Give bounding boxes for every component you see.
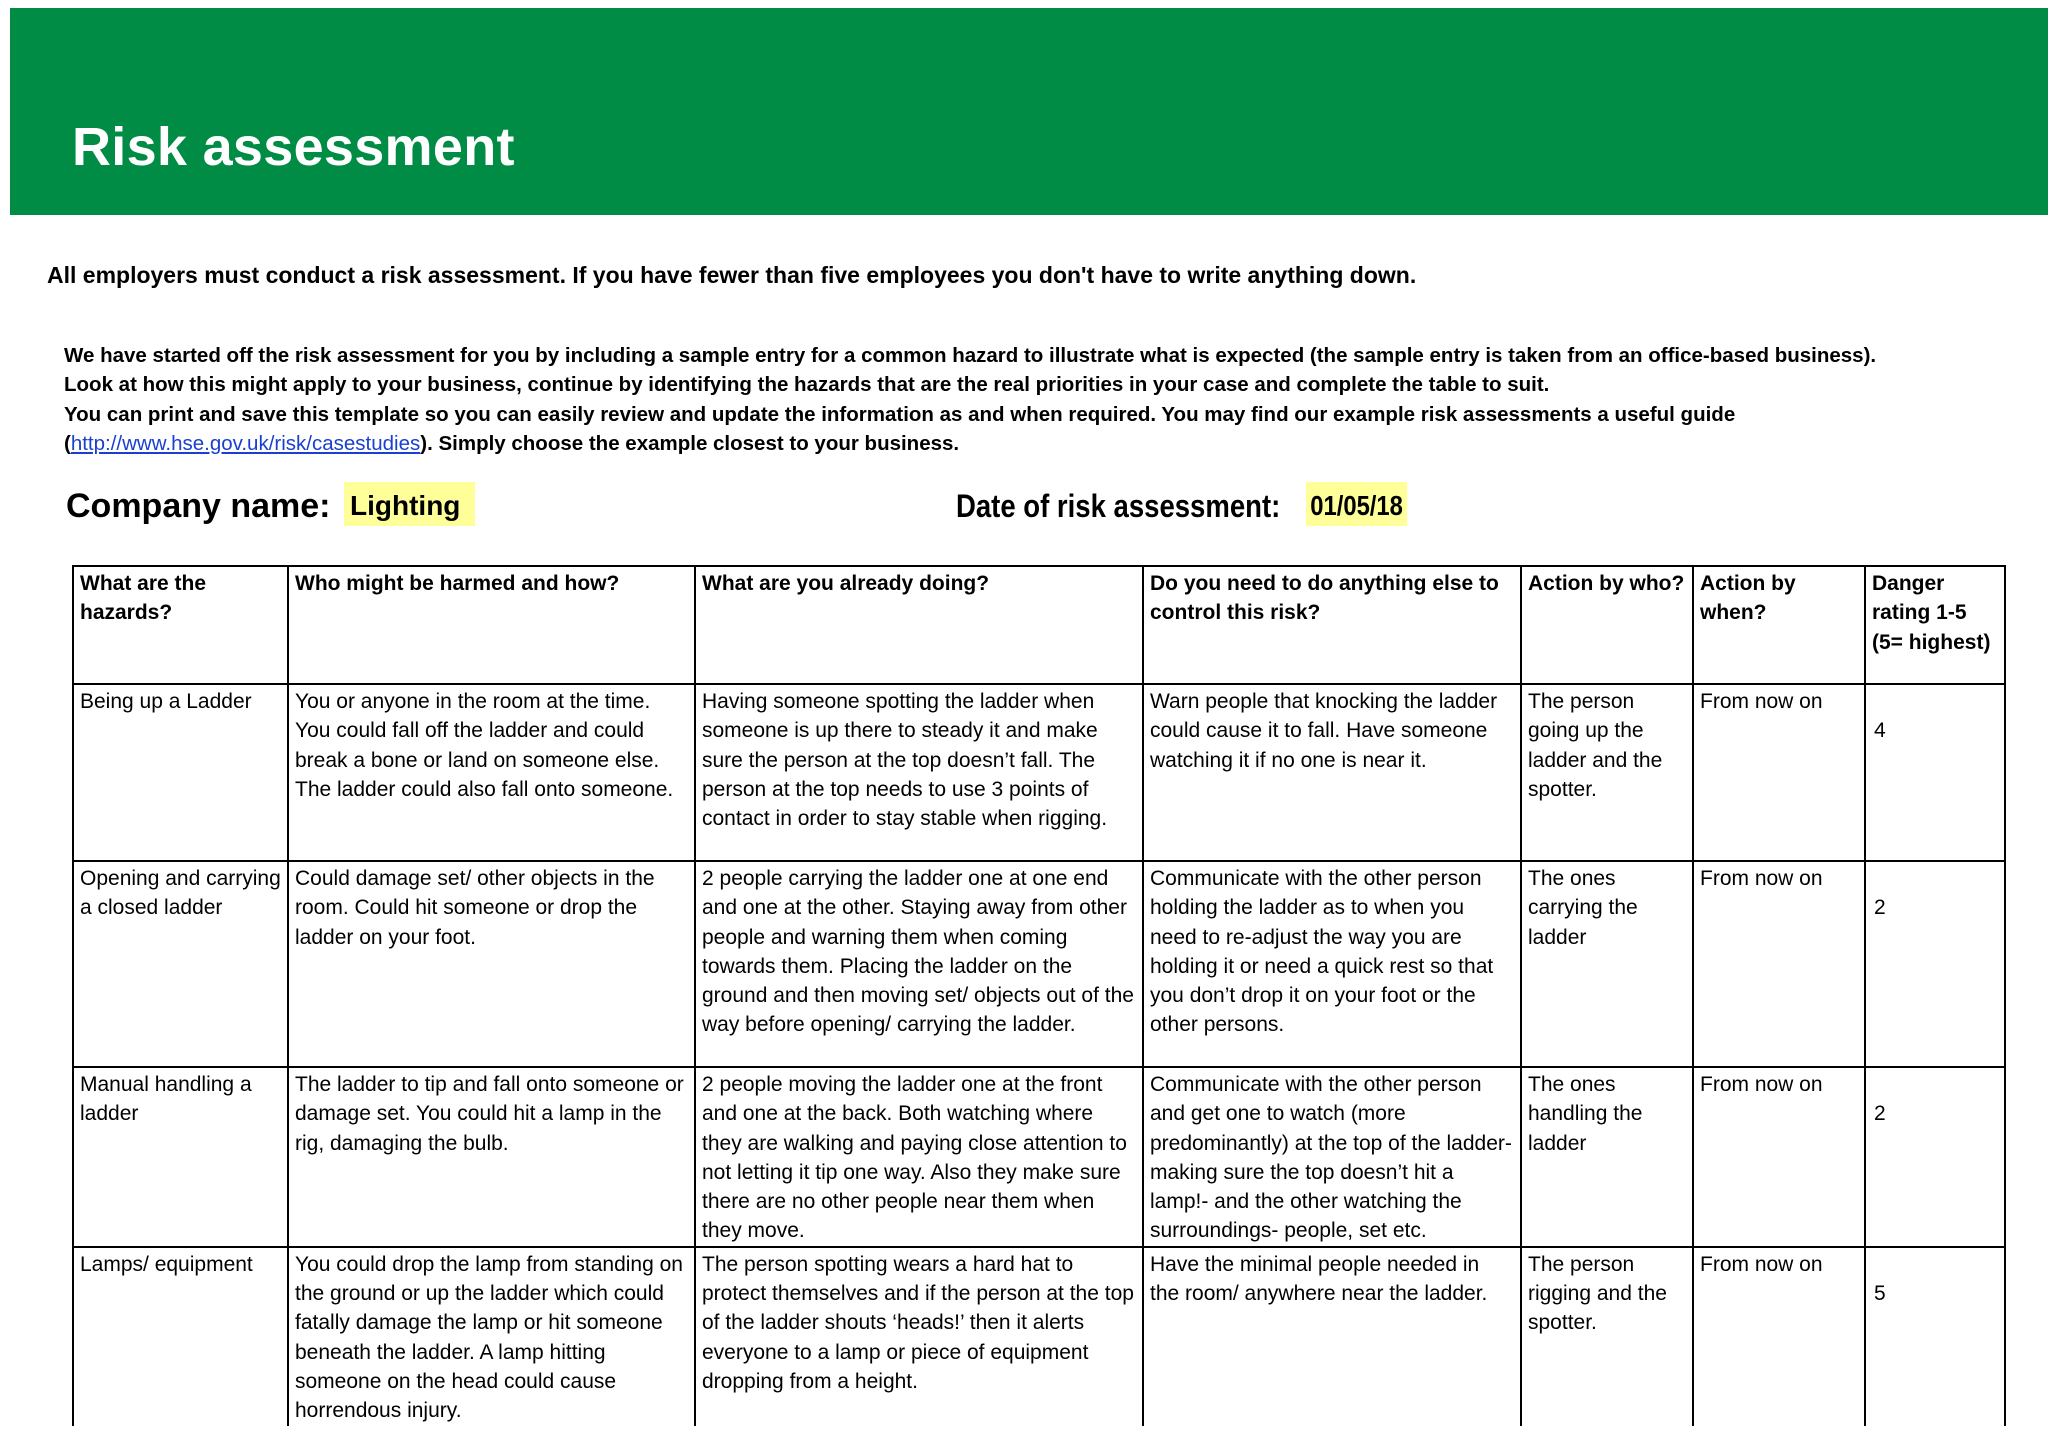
already-doing-cell[interactable]: 2 people carrying the ladder one at one end and one at the other. Staying away from other people and warning them when coming towards them. Placing the ladder on the ground and then moving set/ objects out of the way before opening/ carrying the ladder. [695,861,1143,1067]
table-row [73,1247,2005,1426]
action-by-who-cell[interactable]: The person going up the ladder and the spotter. [1521,684,1693,861]
action-by-when-cell[interactable]: From now on [1693,684,1865,861]
table-header-row [73,566,2005,684]
assessment-date-label: Date of risk assessment: [956,488,1281,524]
action-by-when-cell[interactable]: From now on [1693,1247,1865,1426]
column-header-action-by-when: Action by when? [1693,566,1865,684]
already-doing-cell[interactable]: 2 people moving the ladder one at the front and one at the back. Both watching where they are walking and paying close attention to not letting it tip one way. Also they make sure there are no other people near them when they move. [695,1067,1143,1247]
danger-rating-value: 2 [1874,1102,1886,1125]
further-action-cell[interactable]: Communicate with the other person holding the ladder as to when you need to re-adjust the way you are holding it or need a quick rest so that you don’t drop it on your foot or the other persons. [1143,861,1521,1067]
danger-rating-value: 4 [1874,719,1886,742]
guidance-paren: ( [64,431,71,455]
table-row [73,1067,2005,1247]
danger-rating-cell[interactable] [1865,1067,2005,1247]
action-by-who-cell[interactable]: The ones carrying the ladder [1521,861,1693,1067]
danger-rating-value: 2 [1874,896,1886,919]
danger-rating-value: 5 [1874,1281,1886,1305]
header-banner [10,8,2048,215]
page-title: Risk assessment [72,117,515,177]
danger-rating-cell[interactable] [1865,684,2005,861]
who-harmed-cell[interactable]: Could damage set/ other objects in the room. Could hit someone or drop the ladder on your foot. [288,861,695,1067]
hazard-cell[interactable]: Being up a Ladder [73,684,288,861]
guidance-line: You can print and save this template so you can easily review and update the information as and when required. You may find our example risk assessments a useful guide [64,402,1736,426]
guidance-line-rest: ). Simply choose the example closest to your business. [420,431,960,455]
hazard-cell[interactable]: Lamps/ equipment [73,1247,288,1426]
company-name-field[interactable]: Lighting [344,482,475,526]
table-row [73,861,2005,1067]
column-header-who-harmed: Who might be harmed and how? [288,566,695,684]
who-harmed-cell[interactable]: You or anyone in the room at the time. You could fall off the ladder and could break a bone or land on someone else. The ladder could also fall onto someone. [288,684,695,861]
danger-rating-cell[interactable] [1865,1247,2005,1426]
risk-table [72,565,2006,1426]
who-harmed-cell[interactable]: You could drop the lamp from standing on the ground or up the ladder which could fatally damage the lamp or hit someone beneath the ladder. A lamp hitting someone on the head could cause horrendous injury. [288,1247,695,1426]
guidance-line: Look at how this might apply to your business, continue by identifying the hazards that are the real priorities in your case and complete the table to suit. [64,373,1550,397]
already-doing-cell[interactable]: Having someone spotting the ladder when someone is up there to steady it and make sure the person at the top doesn’t fall. The person at the top needs to use 3 points of contact in order to stay stable when rigging. [695,684,1143,861]
hazard-cell[interactable]: Opening and carrying a closed ladder [73,861,288,1067]
action-by-when-cell[interactable]: From now on [1693,1067,1865,1247]
action-by-when-cell[interactable]: From now on [1693,861,1865,1067]
guidance-block [64,341,2034,458]
casestudies-link[interactable]: http://www.hse.gov.uk/risk/casestudies [70,431,421,455]
danger-rating-cell[interactable] [1865,861,2005,1067]
column-header-danger-rating: Danger rating 1-5 (5= highest) [1865,566,2005,684]
already-doing-cell[interactable]: The person spotting wears a hard hat to protect themselves and if the person at the top of the ladder shouts ‘heads!’ then it alerts everyone to a lamp or piece of equipment dropping from a height. [695,1247,1143,1426]
intro-text: All employers must conduct a risk assessment. If you have fewer than five employees you don't have to write anything down. [47,262,1417,288]
column-header-hazards: What are the hazards? [73,566,288,684]
column-header-already-doing: What are you already doing? [695,566,1143,684]
column-header-action-by-who: Action by who? [1521,566,1693,684]
column-header-further-action: Do you need to do anything else to control this risk? [1143,566,1521,684]
further-action-cell[interactable]: Warn people that knocking the ladder could cause it to fall. Have someone watching it if no one is near it. [1143,684,1521,861]
guidance-line [64,429,2034,458]
further-action-cell[interactable]: Have the minimal people needed in the room/ anywhere near the ladder. [1143,1247,1521,1426]
who-harmed-cell[interactable]: The ladder to tip and fall onto someone or damage set. You could hit a lamp in the rig, damaging the bulb. [288,1067,695,1247]
further-action-cell[interactable]: Communicate with the other person and get one to watch (more predominantly) at the top of the ladder- making sure the top doesn’t hit a lamp!- and the other watching the surroundings- people, set etc. [1143,1067,1521,1247]
action-by-who-cell[interactable]: The ones handling the ladder [1521,1067,1693,1247]
hazard-cell[interactable]: Manual handling a ladder [73,1067,288,1247]
company-name-label: Company name: [66,487,331,525]
guidance-line: We have started off the risk assessment for you by including a sample entry for a common hazard to illustrate what is expected (the sample entry is taken from an office-based business). [64,344,1877,367]
action-by-who-cell[interactable]: The person rigging and the spotter. [1521,1247,1693,1426]
assessment-date-field[interactable]: 01/05/18 [1306,482,1407,526]
table-row [73,684,2005,861]
